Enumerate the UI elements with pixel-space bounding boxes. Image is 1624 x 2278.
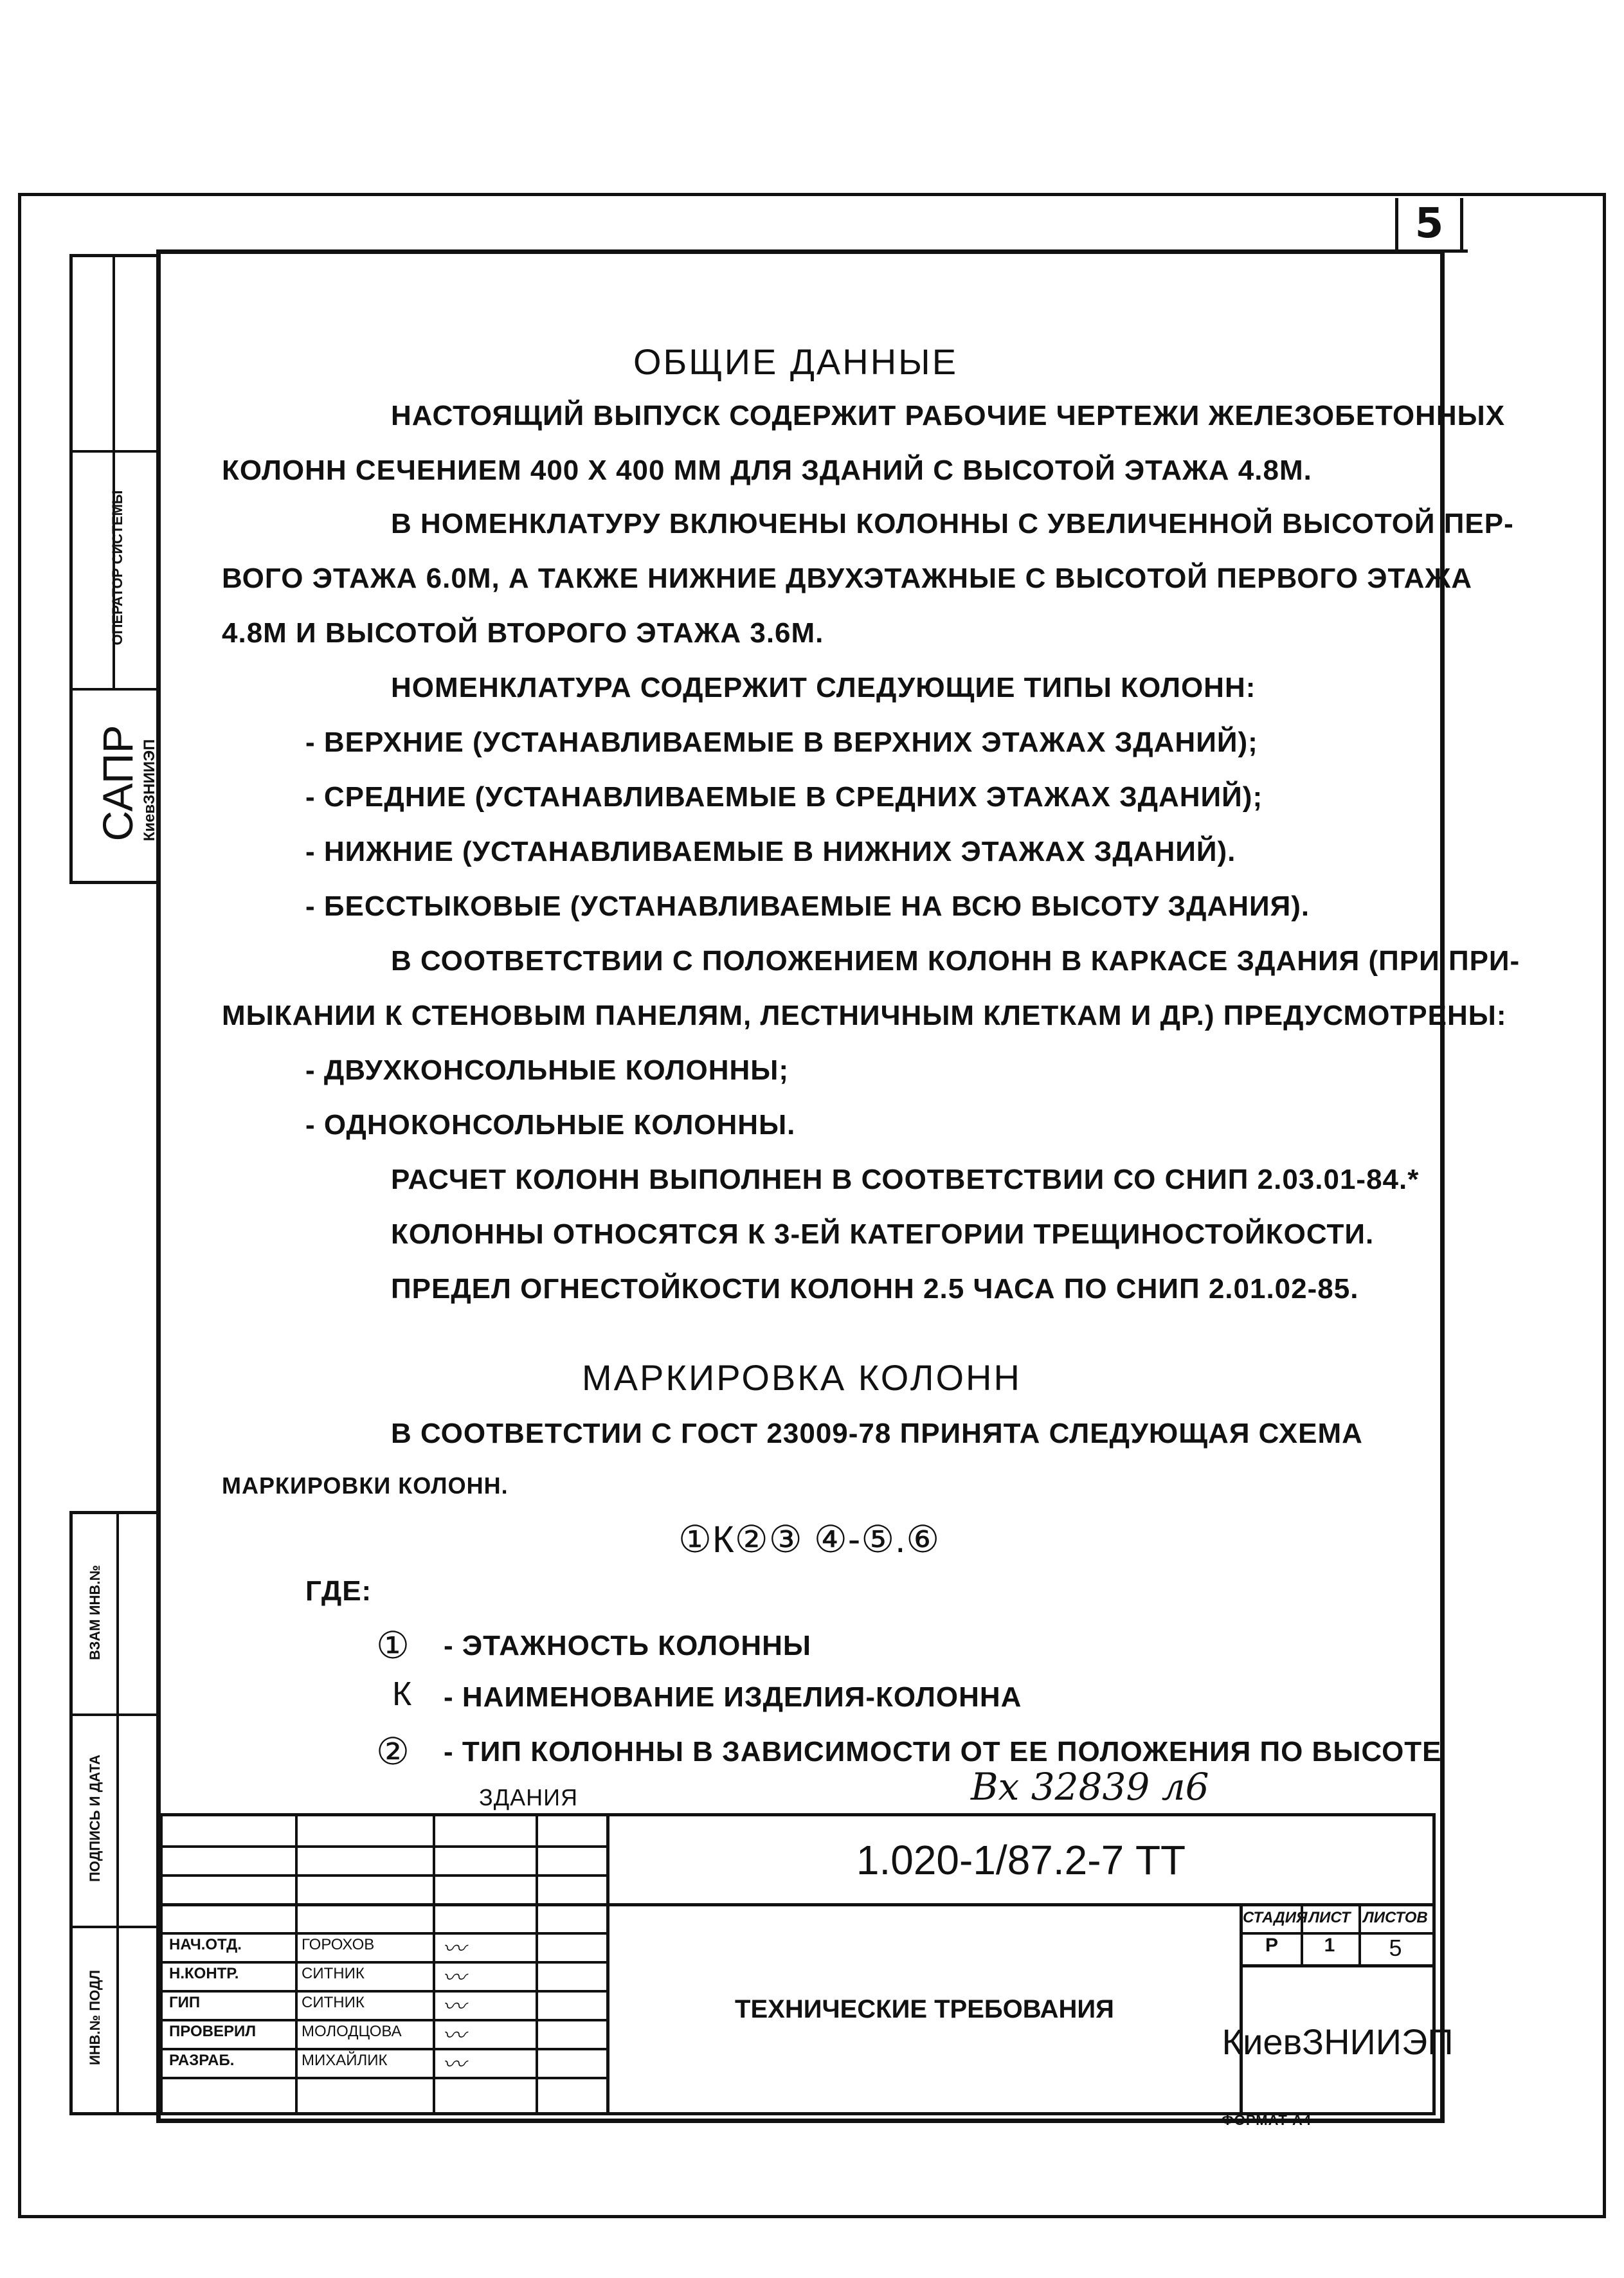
legend-text: - НАИМЕНОВАНИЕ ИЗДЕЛИЯ-КОЛОННА [444, 1681, 1022, 1713]
sheet-value: 1 [1324, 1935, 1335, 1956]
list-item: - ДВУХКОНСОЛЬНЫЕ КОЛОННЫ; [305, 1054, 789, 1086]
signature-date-label: ПОДПИСЬ И ДАТА [87, 1754, 103, 1883]
legend-continuation: ЗДАНИЯ [479, 1784, 579, 1811]
role-name: СИТНИК [302, 1994, 365, 2011]
side-strip-lower [69, 1511, 159, 2115]
paragraph-line: НАСТОЯЩИЙ ВЫПУСК СОДЕРЖИТ РАБОЧИЕ ЧЕРТЕЖИ ЖЕЛЕЗОБЕТОННЫХ [391, 400, 1506, 431]
system-operator-label: ОПЕРАТОР СИСТЕМЫ [109, 490, 125, 646]
list-item: - ВЕРХНИЕ (УСТАНАВЛИВАЕМЫЕ В ВЕРХНИХ ЭТАЖАХ ЗДАНИЙ); [305, 727, 1258, 758]
legend-text: - ЭТАЖНОСТЬ КОЛОННЫ [444, 1630, 811, 1661]
marking-scheme: ①К②③ ④-⑤.⑥ [678, 1519, 941, 1560]
inv-podl-label: ИНВ.№ ПОДЛ [87, 1969, 103, 2066]
sheet-header: ЛИСТ [1308, 1909, 1351, 1926]
paragraph-line: КОЛОННЫ ОТНОСЯТСЯ К 3-ЕЙ КАТЕГОРИИ ТРЕЩИНОСТОЙКОСТИ. [391, 1218, 1375, 1250]
signature-mark: 〰 [442, 1936, 466, 1962]
stage-value: Р [1265, 1935, 1278, 1956]
section-title-marking: МАРКИРОВКА КОЛОНН [582, 1357, 1022, 1398]
role-label: РАЗРАБ. [169, 2052, 235, 2069]
role-name: ГОРОХОВ [302, 1936, 375, 1953]
paragraph-line: В СООТВЕТСТИИ С ГОСТ 23009-78 ПРИНЯТА СЛЕДУЮЩАЯ СХЕМА [391, 1418, 1363, 1449]
org-side-label: КиевЗНИИЭП [141, 739, 158, 842]
role-label: НАЧ.ОТД. [169, 1936, 242, 1953]
side-strip-upper [69, 254, 159, 884]
role-label: ГИП [169, 1994, 201, 2011]
role-name: СИТНИК [302, 1965, 365, 1982]
paragraph-line: РАСЧЕТ КОЛОНН ВЫПОЛНЕН В СООТВЕТСТВИИ СО СНИП 2.03.01-84.* [391, 1164, 1420, 1195]
paragraph-line: ВОГО ЭТАЖА 6.0М, А ТАКЖЕ НИЖНИЕ ДВУХЭТАЖНЫЕ С ВЫСОТОЙ ПЕРВОГО ЭТАЖА [222, 563, 1472, 594]
format-label: ФОРМАТ А4 [1222, 2112, 1312, 2128]
paragraph-line: МАРКИРОВКИ КОЛОНН. [222, 1472, 509, 1499]
document-title: ТЕХНИЧЕСКИЕ ТРЕБОВАНИЯ [609, 1906, 1243, 2112]
organization-name: КиевЗНИИЭП [1222, 2021, 1454, 2062]
legend-symbol: ② [376, 1731, 410, 1773]
legend-symbol: ① [376, 1625, 410, 1667]
paragraph-line: 4.8М И ВЫСОТОЙ ВТОРОГО ЭТАЖА 3.6М. [222, 617, 824, 649]
stage-header: СТАДИЯ [1243, 1909, 1308, 1926]
vzam-label: ВЗАМ ИНВ.№ [87, 1565, 103, 1660]
signature-mark: 〰 [442, 2052, 466, 2078]
signature-mark: 〰 [442, 2023, 466, 2049]
stage-sheet-grid [1243, 1906, 1432, 1971]
list-item: - БЕССТЫКОВЫЕ (УСТАНАВЛИВАЕМЫЕ НА ВСЮ ВЫСОТУ ЗДАНИЯ). [305, 890, 1310, 922]
signature-mark: 〰 [442, 1994, 466, 2020]
title-block [159, 1813, 1454, 2115]
role-name: МОЛОДЦОВА [302, 2023, 402, 2040]
list-item: - ОДНОКОНСОЛЬНЫЕ КОЛОННЫ. [305, 1109, 796, 1141]
paragraph-line: ПРЕДЕЛ ОГНЕСТОЙКОСТИ КОЛОНН 2.5 ЧАСА ПО СНИП 2.01.02-85. [391, 1273, 1359, 1305]
where-label: ГДЕ: [305, 1575, 372, 1607]
sheets-header: ЛИСТОВ [1363, 1909, 1428, 1926]
legend-text: - ТИП КОЛОННЫ В ЗАВИСИМОСТИ ОТ ЕЕ ПОЛОЖЕНИЯ ПО ВЫСОТЕ [444, 1736, 1442, 1767]
role-name: МИХАЙЛИК [302, 2052, 388, 2069]
paragraph-line: МЫКАНИИ К СТЕНОВЫМ ПАНЕЛЯМ, ЛЕСТНИЧНЫМ КЛЕТКАМ И ДР.) ПРЕДУСМОТРЕНЫ: [222, 1000, 1507, 1031]
paragraph-line: В НОМЕНКЛАТУРУ ВКЛЮЧЕНЫ КОЛОННЫ С УВЕЛИЧЕННОЙ ВЫСОТОЙ ПЕР- [391, 508, 1514, 539]
list-item: - СРЕДНИЕ (УСТАНАВЛИВАЕМЫЕ В СРЕДНИХ ЭТАЖАХ ЗДАНИЙ); [305, 781, 1263, 813]
paragraph-line: КОЛОНН СЕЧЕНИЕМ 400 X 400 ММ ДЛЯ ЗДАНИЙ С ВЫСОТОЙ ЭТАЖА 4.8М. [222, 455, 1312, 486]
list-item: - НИЖНИЕ (УСТАНАВЛИВАЕМЫЕ В НИЖНИХ ЭТАЖАХ ЗДАНИЙ). [305, 836, 1236, 867]
signature-mark: 〰 [442, 1965, 466, 1991]
section-title-general: ОБЩИЕ ДАННЫЕ [633, 341, 959, 382]
sapr-label: САПР [94, 725, 141, 842]
document-code: 1.020-1/87.2-7 ТТ [856, 1836, 1186, 1883]
role-label: ПРОВЕРИЛ [169, 2023, 257, 2040]
paragraph-line: НОМЕНКЛАТУРА СОДЕРЖИТ СЛЕДУЮЩИЕ ТИПЫ КОЛОНН: [391, 672, 1256, 703]
sheets-value: 5 [1389, 1935, 1402, 1961]
sheet-number-box: 5 [1395, 198, 1463, 253]
paragraph-line: В СООТВЕТСТВИИ С ПОЛОЖЕНИЕМ КОЛОНН В КАРКАСЕ ЗДАНИЯ (ПРИ ПРИ- [391, 945, 1520, 977]
handwritten-registration-note: Вх 32839 л6 [971, 1765, 1209, 1809]
legend-symbol: К [392, 1676, 413, 1713]
role-label: Н.КОНТР. [169, 1965, 239, 1982]
